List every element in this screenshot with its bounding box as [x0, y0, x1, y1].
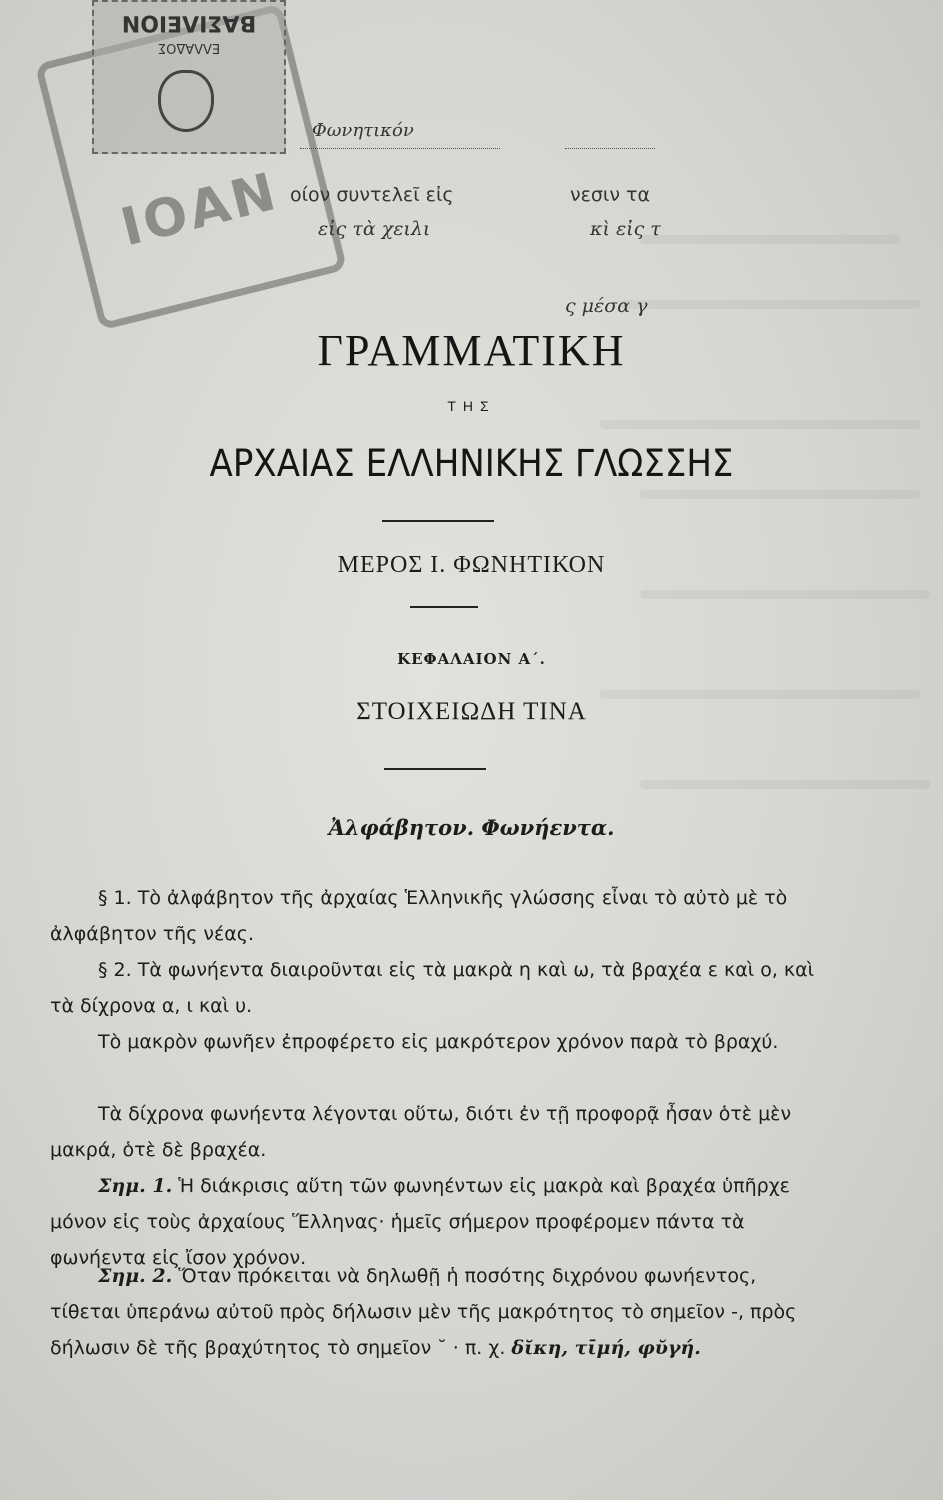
stamp-overprint: ΙΟΑΝ	[115, 161, 285, 259]
part-heading: ΜΕΡΟΣ Ι. ΦΩΝΗΤΙΚΟΝ	[337, 552, 606, 578]
bleed-through-text: κὶ εἰς τ	[590, 218, 661, 240]
note-2-text: Ὅταν πρόκειται νὰ δηλωθῇ ἡ ποσότης διχρόνου φωνήεντος, τίθεται ὑπεράνω αὐτοῦ πρὸς δήλωσιν μὲν τῆς μακρότητος τὸ σημεῖον -, πρὸς δήλωσιν δὲ τῆς βραχύτητος τὸ σημεῖον ˘ · π. χ.	[50, 1265, 797, 1359]
bleed-through-header: Φωνητικόν	[312, 120, 414, 141]
note-2-label: Σημ. 2.	[98, 1265, 173, 1287]
bleed-through-text: νεσιν τα	[570, 184, 650, 206]
dotted-rule	[300, 148, 500, 149]
bleed-through-line	[620, 300, 920, 309]
paragraph-3: Τὸ μακρὸν φωνῆεν ἐπροφέρετο εἰς μακρότερον χρόνον παρὰ τὸ βραχύ.	[98, 1031, 779, 1053]
chapter-divider	[384, 768, 486, 770]
bleed-through-text: ς μέσα γ	[565, 295, 648, 317]
note-2-examples: δῐκη, τῑμή, φῠγή.	[511, 1337, 701, 1359]
book-title: ΓΡΑΜΜΑΤΙΚΗ	[317, 326, 626, 375]
paragraph-2: § 2. Τὰ φωνήεντα διαιροῦνται εἰς τὰ μακρὰ η καὶ ω, τὰ βραχέα ε καὶ ο, καὶ τὰ δίχρονα α, ι καὶ υ.	[50, 959, 815, 1017]
book-subtitle: ΑΡΧΑΙΑΣ ΕΛΛΗΝΙΚΗΣ ΓΛΩΣΣΗΣ	[209, 442, 734, 485]
bleed-through-line	[640, 235, 900, 244]
note-2	[50, 1258, 830, 1366]
bleed-through-line	[600, 420, 920, 429]
title-divider	[382, 520, 494, 522]
section-heading: Ἀλφάβητον. Φωνήεντα.	[328, 815, 615, 840]
title-article: ΤΗΣ	[447, 398, 496, 414]
postage-stamp-country: ΕΛΛΑΔΟΣ	[157, 40, 221, 55]
note-1-label: Σημ. 1.	[98, 1175, 173, 1197]
bleed-through-line	[640, 590, 930, 599]
postage-stamp-label: ΒΑΣΙΛΕΙΟΝ	[121, 10, 257, 35]
chapter-title: ΣΤΟΙΧΕΙΩΔΗ ΤΙΝΑ	[356, 698, 587, 725]
chapter-label: ΚΕΦΑΛΑΙΟΝ Α΄.	[397, 650, 546, 668]
bleed-through-line	[640, 490, 920, 499]
postage-stamp	[92, 0, 286, 154]
paragraph-1: § 1. Τὸ ἀλφάβητον τῆς ἀρχαίας Ἑλληνικῆς γλώσσης εἶναι τὸ αὐτὸ μὲ τὸ ἀλφάβητον τῆς νέας.	[50, 887, 788, 945]
bleed-through-line	[640, 780, 930, 789]
bleed-through-text: εἰς τὰ χειλι	[318, 218, 431, 240]
bleed-through-text: οίον συντελεῖ εἰς	[290, 184, 454, 206]
crown-emblem-icon	[158, 70, 214, 132]
part-divider	[410, 606, 478, 608]
dotted-rule	[565, 148, 655, 149]
paragraph-4: Τὰ δίχρονα φωνήεντα λέγονται οὕτω, διότι ἐν τῇ προφορᾷ ἦσαν ὁτὲ μὲν μακρά, ὁτὲ δὲ βραχέα.	[50, 1103, 792, 1161]
note-1-text: Ἡ διάκρισις αὕτη τῶν φωνηέντων εἰς μακρὰ καὶ βραχέα ὑπῆρχε μόνον εἰς τοὺς ἀρχαίους Ἕλληνας· ἡμεῖς σήμερον προφέρομεν πάντα τὰ φωνήεντα εἰς ἴσον χρόνον.	[50, 1175, 790, 1269]
